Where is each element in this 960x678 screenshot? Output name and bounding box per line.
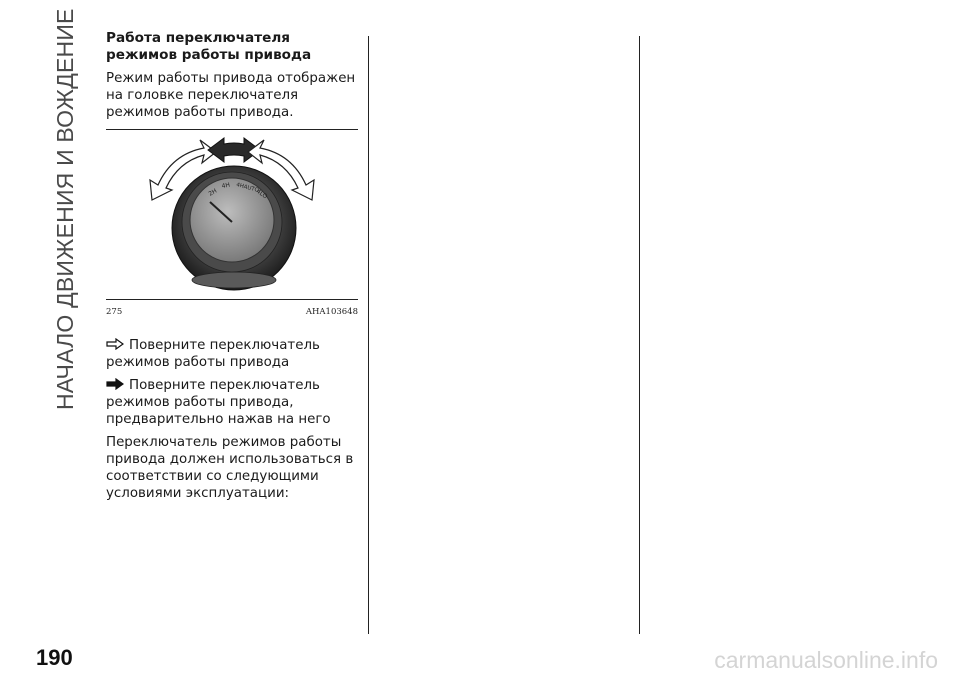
section-heading: Работа переключателя режимов работы привода bbox=[106, 30, 312, 63]
figure-code: AHA103648 bbox=[305, 307, 358, 317]
column-divider bbox=[639, 36, 640, 634]
hollow-arrow-icon bbox=[106, 338, 124, 350]
dial-label: 4H bbox=[221, 181, 231, 190]
dial-label: 4LO bbox=[254, 187, 269, 201]
text-column bbox=[106, 30, 358, 508]
solid-arrow-icon bbox=[106, 378, 124, 390]
section-title: НАЧАЛО ДВИЖЕНИЯ И ВОЖДЕНИЕ bbox=[52, 8, 78, 410]
step-push-rotate bbox=[106, 377, 358, 428]
column-divider bbox=[368, 36, 369, 634]
dial-label: 4HAUTO bbox=[235, 182, 260, 194]
intro-paragraph: Режим работы привода отображен на головке переключателя режимов работы привода. bbox=[106, 71, 356, 120]
step-text: Поверните переключатель режимов работы привода, предварительно нажав на него bbox=[106, 378, 331, 427]
watermark: carmanualsonline.info bbox=[714, 647, 938, 673]
figure-caption bbox=[106, 304, 358, 321]
closing-paragraph: Переключатель режимов работы привода должен использоваться в соответствии со следующими условиями эксплуатации: bbox=[106, 435, 354, 501]
dial-label: 2H bbox=[207, 187, 219, 198]
step-rotate bbox=[106, 337, 358, 371]
drive-mode-switch-illustration bbox=[106, 130, 358, 299]
figure-number: 275 bbox=[106, 307, 123, 317]
drive-mode-switch-figure bbox=[106, 129, 358, 300]
page-number: 190 bbox=[36, 645, 73, 670]
step-text: Поверните переключатель режимов работы привода bbox=[106, 338, 320, 370]
